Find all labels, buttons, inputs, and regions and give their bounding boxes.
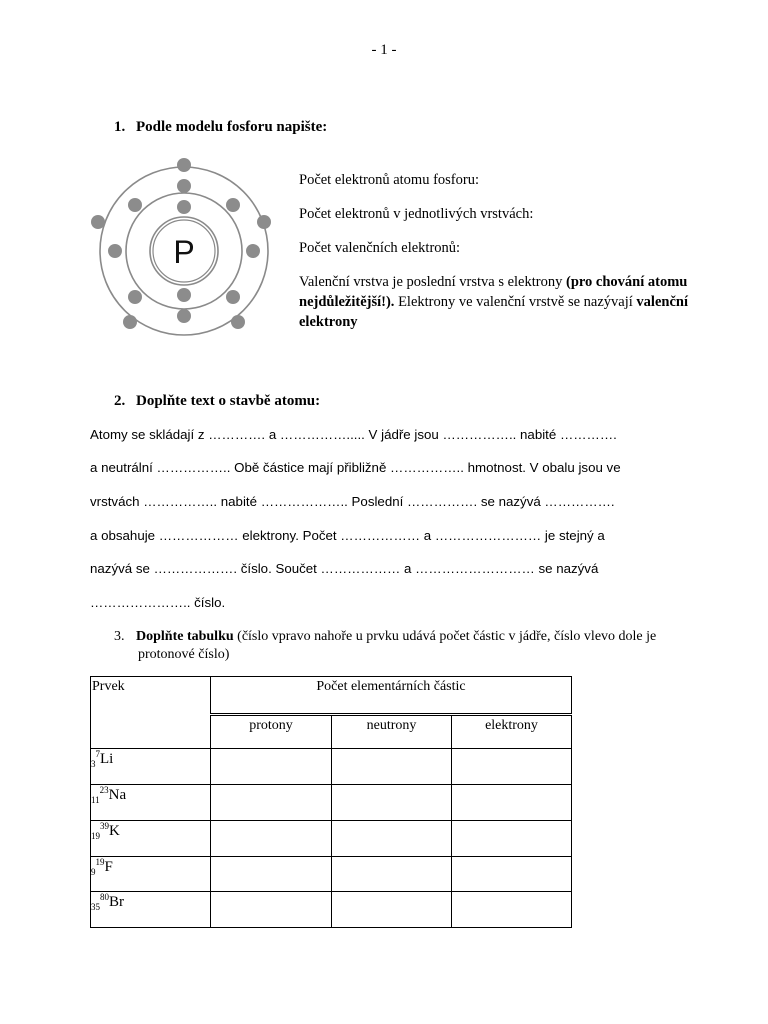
- table-row: [91, 785, 572, 821]
- protons-column-header: protony: [211, 715, 332, 749]
- question-valence-electrons: Počet valenčních elektronů:: [299, 240, 461, 256]
- valence-note-bold: (pro chování atomu nejdůležitější!).: [299, 274, 688, 310]
- protons-cell[interactable]: [211, 892, 332, 928]
- phosphorus-atom-model-icon: [88, 155, 280, 347]
- electrons-column-header: elektrony: [452, 715, 572, 749]
- valence-note-text-2: Elektrony ve valenční vrstvě se nazývají: [394, 294, 637, 310]
- protons-cell[interactable]: [211, 821, 332, 857]
- fill-text-line[interactable]: vrstvách …………….. nabité ……………….. Poslední ……………. se nazývá …………….: [90, 494, 615, 509]
- fill-text-line[interactable]: a neutrální …………….. Obě částice mají přibližně …………….. hmotnost. V obalu jsou ve: [90, 460, 621, 475]
- fill-text-line[interactable]: Atomy se skládají z …………. a ……………..... V jádře jsou …………….. nabité ………….: [90, 427, 617, 442]
- table-row: [91, 821, 572, 857]
- table-row: [91, 749, 572, 785]
- fill-text-line[interactable]: nazývá se ………………. číslo. Součet ……………… a ……………………… se nazývá: [90, 561, 599, 576]
- section2-number: 2.: [114, 393, 126, 409]
- protons-cell[interactable]: [211, 749, 332, 785]
- neutrons-cell[interactable]: [332, 857, 452, 892]
- element-cell: $_3^7$Li: [91, 749, 211, 785]
- valence-electrons-term: valenční elektrony: [299, 294, 688, 330]
- section3-heading: [114, 628, 694, 664]
- section1-title: Podle modelu fosforu napište:: [136, 119, 328, 135]
- neutrons-cell[interactable]: [332, 821, 452, 857]
- neutrons-cell[interactable]: [332, 785, 452, 821]
- atom-questions: [299, 170, 689, 332]
- valence-note: [299, 272, 689, 332]
- atom-symbol: P: [173, 234, 195, 270]
- section3-title: Doplňte tabulku: [136, 629, 234, 644]
- section1-heading: [114, 119, 327, 136]
- particles-table: [90, 676, 572, 928]
- neutrons-cell[interactable]: [332, 749, 452, 785]
- section3-number: 3.: [114, 629, 125, 644]
- particle-count-header: Počet elementárních částic: [211, 677, 572, 715]
- section2-title: Doplňte text o stavbě atomu:: [136, 393, 321, 409]
- electrons-cell[interactable]: [452, 821, 572, 857]
- protons-cell[interactable]: [211, 785, 332, 821]
- question-electron-count: Počet elektronů atomu fosforu:: [299, 172, 479, 188]
- element-column-header: Prvek: [91, 677, 211, 749]
- neutrons-column-header: neutrony: [332, 715, 452, 749]
- table-row: [91, 857, 572, 892]
- element-cell: $_{11}^{23}$Na: [91, 785, 211, 821]
- section3-subtitle-cont: protonové číslo): [138, 647, 230, 662]
- section2-heading: [114, 393, 320, 410]
- table-row: [91, 892, 572, 928]
- electrons-cell[interactable]: [452, 785, 572, 821]
- section1-number: 1.: [114, 119, 126, 135]
- element-cell: $_9^{19}$F: [91, 857, 211, 892]
- electrons-cell[interactable]: [452, 857, 572, 892]
- electrons-cell[interactable]: [452, 749, 572, 785]
- fill-text-line[interactable]: ………………….. číslo.: [90, 595, 226, 610]
- valence-note-text: Valenční vrstva je poslední vrstva s elektrony: [299, 274, 566, 290]
- protons-cell[interactable]: [211, 857, 332, 892]
- electrons-cell[interactable]: [452, 892, 572, 928]
- section3-subtitle: (číslo vpravo nahoře u prvku udává počet částic v jádře, číslo vlevo dole je: [233, 629, 657, 644]
- neutrons-cell[interactable]: [332, 892, 452, 928]
- element-cell: $_{35}^{80}$Br: [91, 892, 211, 928]
- fill-text-line[interactable]: a obsahuje ……………… elektrony. Počet ……………… a …………………… je stejný a: [90, 528, 605, 543]
- question-electrons-per-shell: Počet elektronů v jednotlivých vrstvách:: [299, 206, 534, 222]
- element-cell: $_{19}^{39}$K: [91, 821, 211, 857]
- page-number: - 1 -: [371, 42, 397, 58]
